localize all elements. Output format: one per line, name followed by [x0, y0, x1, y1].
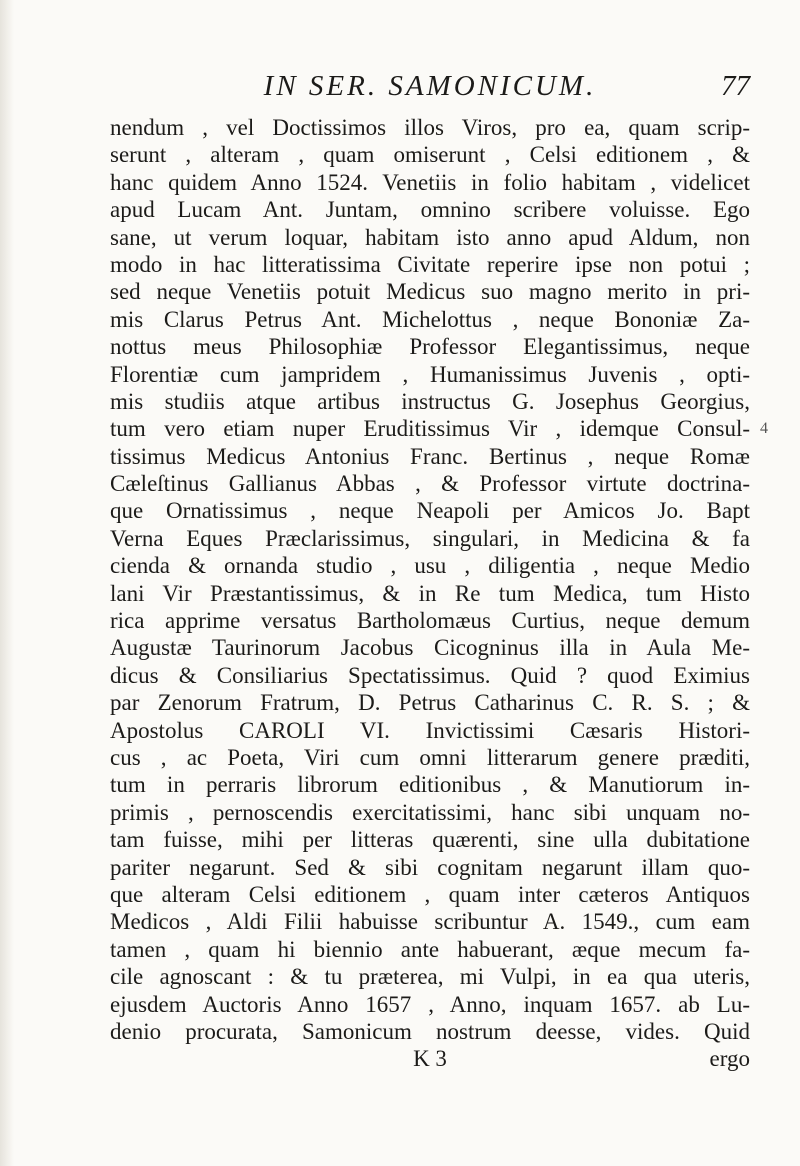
text-line: tum in perraris librorum editionibus , & Manutiorum in-: [110, 772, 750, 798]
text-line: tam fuisse, mihi per litteras quærenti, sine ulla dubitatione: [110, 827, 750, 853]
text-line: tum vero etiam nuper Eruditissimus Vir , idemque Consul-: [110, 416, 750, 442]
text-line: sane, ut verum loquar, habitam isto anno apud Aldum, non: [110, 224, 750, 250]
text-line: Medicos , Aldi Filii habuisse scribuntur A. 1549., cum eam: [110, 909, 750, 935]
text-line: cile agnoscant : & tu præterea, mi Vulpi, in ea qua uteris,: [110, 964, 750, 990]
text-line: Verna Eques Præclarissimus, singulari, in Medicina & fa: [110, 525, 750, 551]
text-line: serunt , alteram , quam omiserunt , Celsi editionem , &: [110, 142, 750, 168]
text-line: hanc quidem Anno 1524. Venetiis in folio habitam , videlicet: [110, 169, 750, 195]
text-line: que alteram Celsi editionem , quam inter cæteros Antiquos: [110, 881, 750, 907]
text-line: ejusdem Auctoris Anno 1657 , Anno, inquam 1657. ab Lu-: [110, 991, 750, 1017]
catchword: ergo: [709, 1046, 750, 1072]
text-line: dicus & Consiliarius Spectatissimus. Quid ? quod Eximius: [110, 662, 750, 688]
text-line: nottus meus Philosophiæ Professor Elegantissimus, neque: [110, 334, 750, 360]
text-line: Florentiæ cum jampridem , Humanissimus Juvenis , opti-: [110, 361, 750, 387]
text-line: Cæleſtinus Gallianus Abbas , & Professor virtute doctrina-: [110, 471, 750, 497]
margin-mark: 4: [760, 420, 768, 437]
page-gutter-shadow: [0, 0, 14, 1166]
text-line: Augustæ Taurinorum Jacobus Cicogninus illa in Aula Me-: [110, 635, 750, 661]
text-line: denio procurata, Samonicum nostrum deesse, vides. Quid: [110, 1018, 750, 1044]
text-line: nendum , vel Doctissimos illos Viros, pro ea, quam scrip-: [110, 115, 750, 140]
text-line: tamen , quam hi biennio ante habuerant, æque mecum fa-: [110, 936, 750, 962]
text-line: cus , ac Poeta, Viri cum omni litterarum genere præditi,: [110, 744, 750, 770]
text-line: Apostolus CAROLI VI. Invictissimi Cæsaris Histori-: [110, 717, 750, 743]
text-line: que Ornatissimus , neque Neapoli per Amicos Jo. Bapt: [110, 498, 750, 524]
text-line: sed neque Venetiis potuit Medicus suo magno merito in pri-: [110, 279, 750, 305]
text-line: pariter negarunt. Sed & sibi cognitam negarunt illam quo-: [110, 854, 750, 880]
text-line: modo in hac litteratissima Civitate reperire ipse non potui ;: [110, 251, 750, 277]
text-line: primis , pernoscendis exercitatissimi, hanc sibi unquam no-: [110, 799, 750, 825]
body-text: [110, 114, 750, 1073]
signature-line: [110, 1045, 750, 1072]
text-line: apud Lucam Ant. Juntam, omnino scribere voluisse. Ego: [110, 197, 750, 223]
text-line: rica apprime versatus Bartholomæus Curtius, neque demum: [110, 608, 750, 634]
text-line: tissimus Medicus Antonius Franc. Bertinus , neque Romæ: [110, 443, 750, 469]
page-number: 77: [721, 70, 750, 102]
text-line: mis studiis atque artibus instructus G. Josephus Georgius,: [110, 388, 750, 414]
text-line: mis Clarus Petrus Ant. Michelottus , neque Bononiæ Za-: [110, 306, 750, 332]
page-header: [110, 70, 750, 110]
running-title: IN SER. SAMONICUM.: [263, 70, 597, 102]
text-line: lani Vir Præstantissimus, & in Re tum Medica, tum Histo: [110, 580, 750, 606]
text-line: par Zenorum Fratrum, D. Petrus Catharinus C. R. S. ; &: [110, 690, 750, 716]
signature-mark: K 3: [413, 1046, 447, 1072]
text-line: cienda & ornanda studio , usu , diligentia , neque Medio: [110, 553, 750, 579]
